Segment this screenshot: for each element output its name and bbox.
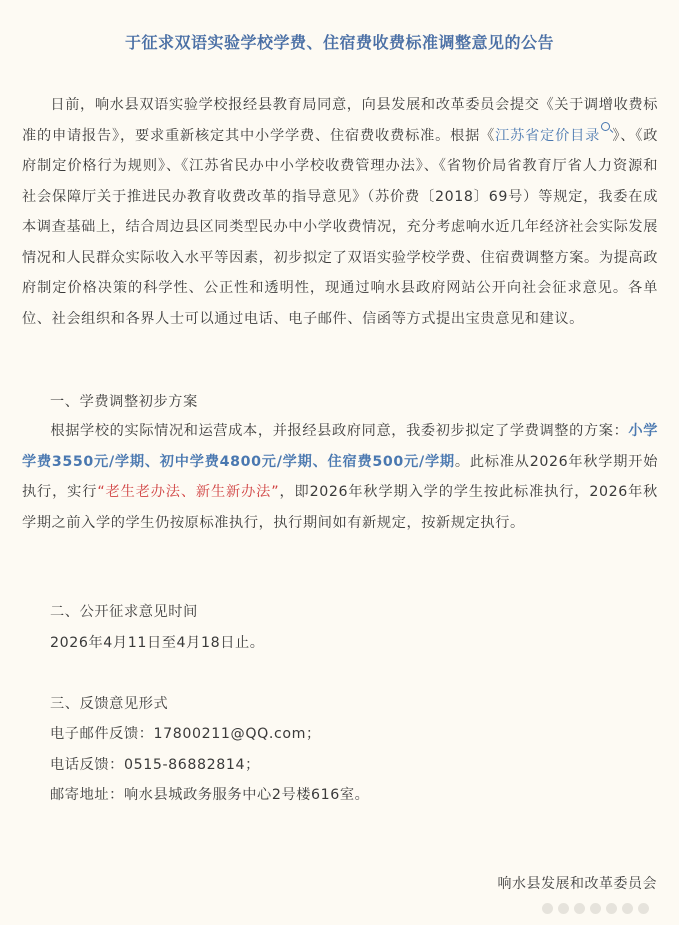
consultation-period: 2026年4月11日至4月18日止。 <box>50 635 265 651</box>
search-icon[interactable] <box>601 122 610 131</box>
watermark-dot <box>622 903 633 914</box>
intro-text-1: 日前，响水县双语实验学校报经县教育局同意，向县发展和改革委员会提交《关于调增收费标准的申请报告》，要求重新核定其中小学学费、住宿费收费标准。根据《 <box>22 97 658 144</box>
mailing-address: 邮寄地址：响水县城政务服务中心2号楼616室。 <box>50 787 370 803</box>
issuer-signature: 响水县发展和改革委员会 <box>497 876 657 892</box>
pricing-catalog-link[interactable]: 江苏省定价目录 <box>495 127 601 144</box>
section-1-text-2: 。此标准从2026年秋学期开始执行，实行 <box>22 453 658 500</box>
watermark-dot <box>590 903 601 914</box>
watermark-dot <box>606 903 617 914</box>
intro-text-2: 》、《政府制定价格行为规则》、《江苏省民办中小学校收费管理办法》、《省物价局省教育厅省人力资源和社会保障厅关于推进民办教育收费改革的指导意见》（苏价费〔2018〕69号）等规定，我委在成本调查基础上，结合周边县区同类型民办中小学收费情况，充分考虑响水近几年经济社会实际发展情况和人民群众实际收入水平等因素，初步拟定了双语实验学校学费、住宿费调整方案。为提高政府制定价格决策的科学性、公正性和透明性，现通过响水县政府网站公开向社会征求意见。各单位、社会组织和各界人士可以通过电话、电子邮件、信函等方式提出宝贵意见和建议。 <box>22 127 658 327</box>
watermark-dot <box>558 903 569 914</box>
email-feedback: 电子邮件反馈：17800211@QQ.com； <box>50 726 321 742</box>
watermark-dot <box>638 903 649 914</box>
section-1-paragraph <box>22 416 658 538</box>
section-1-text-1: 根据学校的实际情况和运营成本，并报经县政府同意，我委初步拟定了学费调整的方案： <box>50 423 629 439</box>
section-1-heading: 一、学费调整初步方案 <box>50 394 198 410</box>
watermark-dot <box>542 903 553 914</box>
section-2-heading: 二、公开征求意见时间 <box>50 604 198 620</box>
page-title: 于征求双语实验学校学费、住宿费收费标准调整意见的公告 <box>124 33 554 52</box>
watermark-dots <box>542 903 649 914</box>
intro-paragraph <box>22 90 658 334</box>
policy-quote: “老生老办法、新生新办法” <box>97 484 280 500</box>
section-3-heading: 三、反馈意见形式 <box>50 696 169 712</box>
fee-standards: 小学学费3550元/学期、初中学费4800元/学期、住宿费500元/学期 <box>22 423 658 470</box>
watermark-dot <box>574 903 585 914</box>
section-1-text-3: ，即2026年秋学期入学的学生按此标准执行，2026年秋学期之前入学的学生仍按原标准执行，执行期间如有新规定，按新规定执行。 <box>22 484 658 531</box>
phone-feedback: 电话反馈：0515-86882814； <box>50 757 260 773</box>
